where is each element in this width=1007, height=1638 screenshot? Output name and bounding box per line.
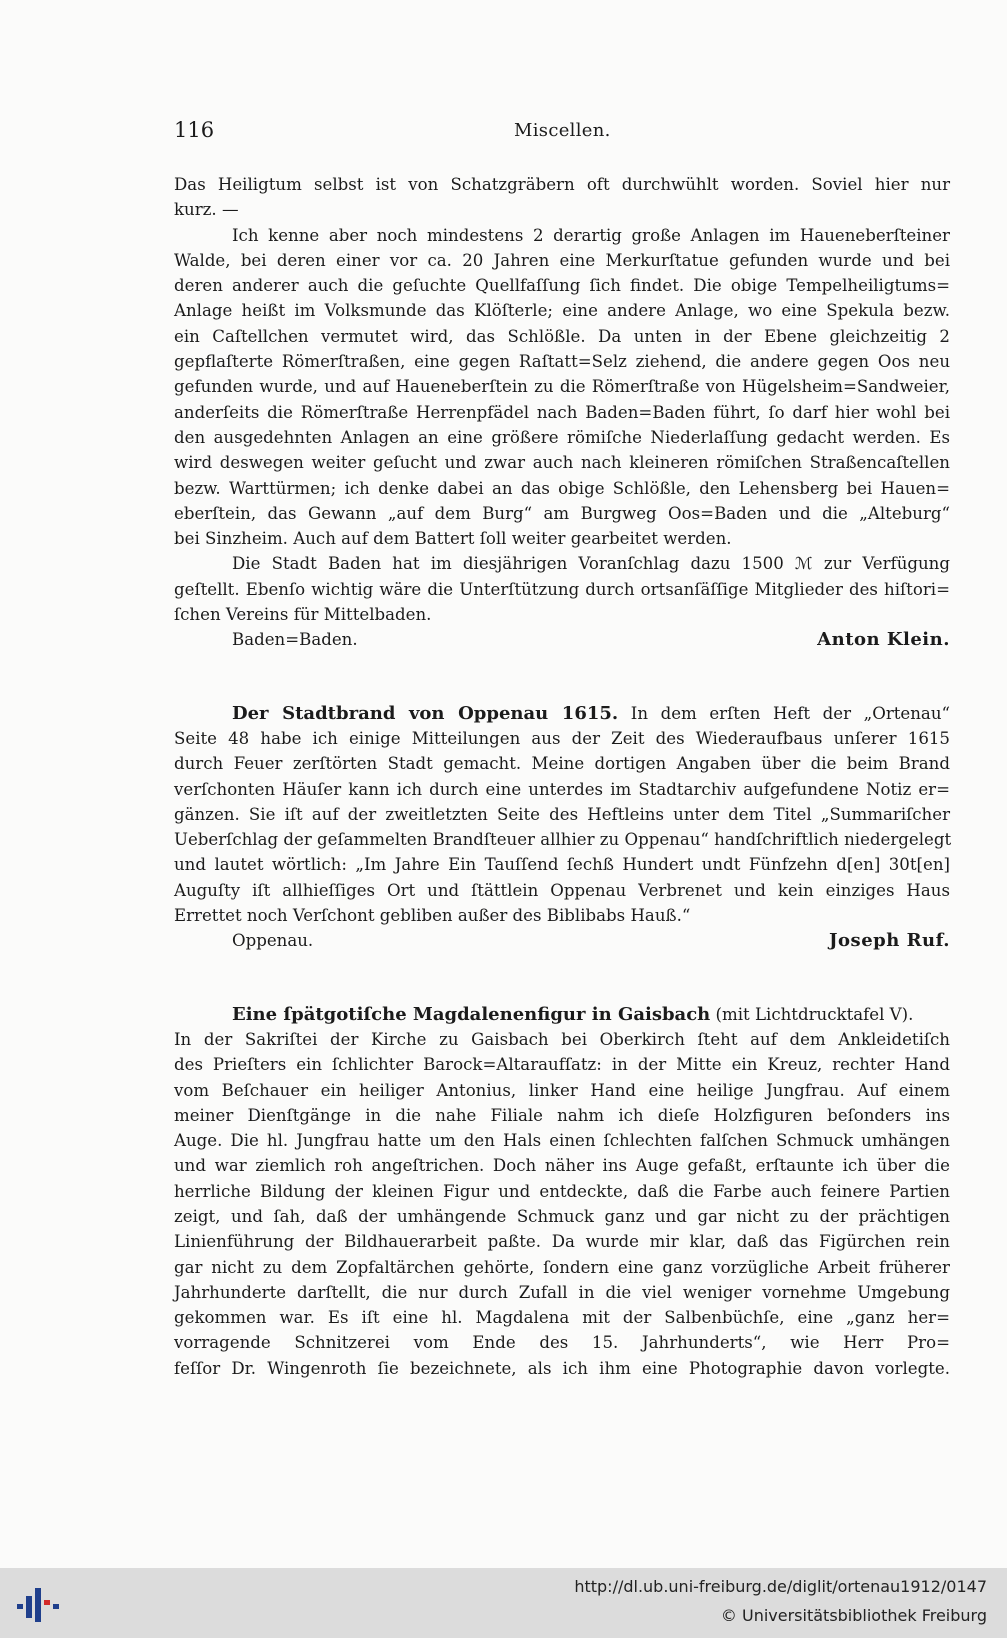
text-line: gänzen. Sie iſt auf der zweitletzten Seite des Heftleins unter dem Titel „Summariſcher bbox=[174, 804, 950, 824]
page-header bbox=[174, 118, 954, 148]
text-line: ein Caſtellchen vermutet wird, das Schlößle. Da unten in der Ebene gleichzeitig 2 bbox=[174, 326, 950, 346]
signature-place: Baden=Baden. bbox=[232, 630, 358, 650]
text-line: durch Feuer zerſtörten Stadt gemacht. Meine dortigen Angaben über die beim Brand bbox=[174, 754, 950, 774]
text-line: kurz. — bbox=[174, 200, 239, 220]
section-heiligtum bbox=[174, 172, 950, 653]
text-line: Walde, bei deren einer vor ca. 20 Jahren eine Merkurſtatue gefunden wurde und bei bbox=[174, 250, 950, 270]
text-line: eberſtein, das Gewann „auf dem Burg“ am Burgweg Oos=Baden und die „Alteburg“ bbox=[174, 503, 950, 523]
text-line: vorragende Schnitzerei vom Ende des 15. Jahrhunderts“, wie Herr Pro= bbox=[174, 1333, 950, 1353]
text-line: ſchen Vereins für Mittelbaden. bbox=[174, 605, 432, 625]
signature-author: Joseph Ruf. bbox=[829, 930, 950, 952]
text-line: zeigt, und ſah, daß der umhängende Schmuck ganz und gar nicht zu der prächtigen bbox=[174, 1206, 950, 1226]
text-line: geſtellt. Ebenſo wichtig wäre die Unterſtützung durch ortsanſäſſige Mitglieder des hiſtori= bbox=[174, 579, 950, 599]
text-line: gepflaſterte Römerſtraßen, eine gegen Raſtatt=Selz ziehend, die andere gegen Oos neu bbox=[174, 352, 950, 372]
text-line: gar nicht zu dem Zopfaltärchen gehörte, ſondern eine ganz vorzügliche Arbeit früherer bbox=[174, 1257, 950, 1277]
text-line: verſchonten Häuſer kann ich durch eine unterdes im Stadtarchiv aufgefundene Notiz er= bbox=[174, 779, 950, 799]
text-line: Ueberſchlag der geſammelten Brandſteuer allhier zu Oppenau“ handſchriftlich niedergelegt bbox=[174, 830, 952, 850]
text-line: Seite 48 habe ich einige Mitteilungen aus der Zeit des Wiederaufbaus unſerer 1615 bbox=[174, 728, 950, 748]
text-line: und war ziemlich roh angeſtrichen. Doch näher ins Auge gefaßt, erſtaunte ich über die bbox=[174, 1156, 950, 1176]
text-line: Ich kenne aber noch mindestens 2 derartig große Anlagen im Haueneberſteiner bbox=[232, 225, 950, 245]
text-line: bei Sinzheim. Auch auf dem Battert ſoll weiter gearbeitet werden. bbox=[174, 529, 732, 549]
viewer-footer bbox=[0, 1568, 1007, 1638]
copyright-notice: © Universitätsbibliothek Freiburg bbox=[720, 1606, 987, 1625]
text-line: feſſor Dr. Wingenroth ſie bezeichnete, als ich ihm eine Photographie davon vorlegte. bbox=[174, 1358, 950, 1378]
text-line: und lautet wörtlich: „Im Jahre Ein Tauſſend ſechß Hundert undt Fünfzehn d[en] 30t[en] bbox=[174, 855, 950, 875]
text-line: gefunden wurde, und auf Haueneberſtein zu die Römerſtraße von Hügelsheim=Sandweier, bbox=[174, 377, 950, 397]
text-line: herrliche Bildung der kleinen Figur und entdeckte, daß die Farbe auch feinere Partien bbox=[174, 1181, 950, 1201]
text-line: deren anderer auch die geſuchte Quellfaſſung ſich findet. Die obige Tempelheiligtums= bbox=[174, 276, 950, 296]
text-line: meiner Dienſtgänge in die nahe Filiale nahm ich dieſe Holzfiguren beſonders ins bbox=[174, 1105, 950, 1125]
library-logo-icon bbox=[14, 1582, 66, 1626]
text-line: In der Sakriſtei der Kirche zu Gaisbach bei Oberkirch ſteht auf dem Ankleidetiſch bbox=[174, 1029, 950, 1049]
text-line: Anlage heißt im Volksmunde das Klöſterle; eine andere Anlage, wo eine Spekula bezw. bbox=[174, 301, 950, 321]
running-head: Miscellen. bbox=[514, 120, 611, 141]
signature-row bbox=[174, 928, 950, 953]
text-line: Errettet noch Verſchont gebliben außer des Biblibabs Hauß.“ bbox=[174, 906, 691, 926]
text-line: gekommen war. Es iſt eine hl. Magdalena mit der Salbenbüchſe, eine „ganz her= bbox=[174, 1308, 950, 1328]
text-line: Die Stadt Baden hat im diesjährigen Voranſchlag dazu 1500 ℳ zur Verfügung bbox=[232, 554, 950, 574]
text-line: wird deswegen weiter geſucht und zwar auch nach kleineren römiſchen Straßencaſtellen bbox=[174, 453, 950, 473]
text-line: vom Beſchauer ein heiliger Antonius, linker Hand eine heilige Jungfrau. Auf einem bbox=[174, 1080, 950, 1100]
text-line: Das Heiligtum selbst ist von Schatzgräbern oft durchwühlt worden. Soviel hier nur bbox=[174, 175, 950, 194]
section-stadtbrand bbox=[174, 701, 950, 954]
text-line bbox=[174, 1002, 950, 1027]
text-line: Der Stadtbrand von Oppenau 1615. In dem erſten Heft der „Ortenau“ bbox=[232, 702, 950, 724]
permalink-link[interactable]: http://dl.ub.uni-freiburg.de/diglit/ortenau1912/0147 bbox=[574, 1577, 987, 1596]
text-line: Jahrhunderte darſtellt, die nur durch Zufall in die viel weniger vornehme Umgebung bbox=[174, 1282, 950, 1302]
signature-place: Oppenau. bbox=[232, 931, 314, 951]
section-heading: Eine ſpätgotiſche Magdalenenfigur in Gaisbach bbox=[232, 1003, 711, 1025]
page-number: 116 bbox=[174, 118, 215, 142]
text-line: bezw. Warttürmen; ich denke dabei an das obige Schlößle, den Lehensberg bei Hauen= bbox=[174, 478, 950, 498]
section-heading: Der Stadtbrand von Oppenau 1615. bbox=[232, 702, 619, 724]
text-line: Auge. Die hl. Jungfrau hatte um den Hals einen ſchlechten falſchen Schmuck umhängen bbox=[174, 1131, 950, 1151]
signature-author: Anton Klein. bbox=[817, 629, 950, 651]
text-line: anderſeits die Römerſtraße Herrenpfädel nach Baden=Baden führt, ſo darf hier wohl bei bbox=[174, 402, 950, 422]
section-magdalenenfigur bbox=[174, 1002, 950, 1381]
text-line: Linienführung der Bildhauerarbeit paßte. Da wurde mir klar, daß das Figürchen rein bbox=[174, 1232, 950, 1252]
text-line: den ausgedehnten Anlagen an eine größere römiſche Niederlaſſung gedacht werden. Es bbox=[174, 427, 950, 447]
text-line: des Prieſters ein ſchlichter Barock=Altaraufſatz: in der Mitte ein Kreuz, rechter Hand bbox=[174, 1055, 950, 1075]
signature-row bbox=[174, 627, 950, 652]
section-heading-suffix: (mit Lichtdrucktafel V). bbox=[710, 1004, 914, 1024]
body-text bbox=[174, 172, 950, 1381]
text-line: Auguſty iſt allhieſſiges Ort und ſtättlein Oppenau Verbrenet und kein einziges Haus bbox=[174, 880, 950, 900]
